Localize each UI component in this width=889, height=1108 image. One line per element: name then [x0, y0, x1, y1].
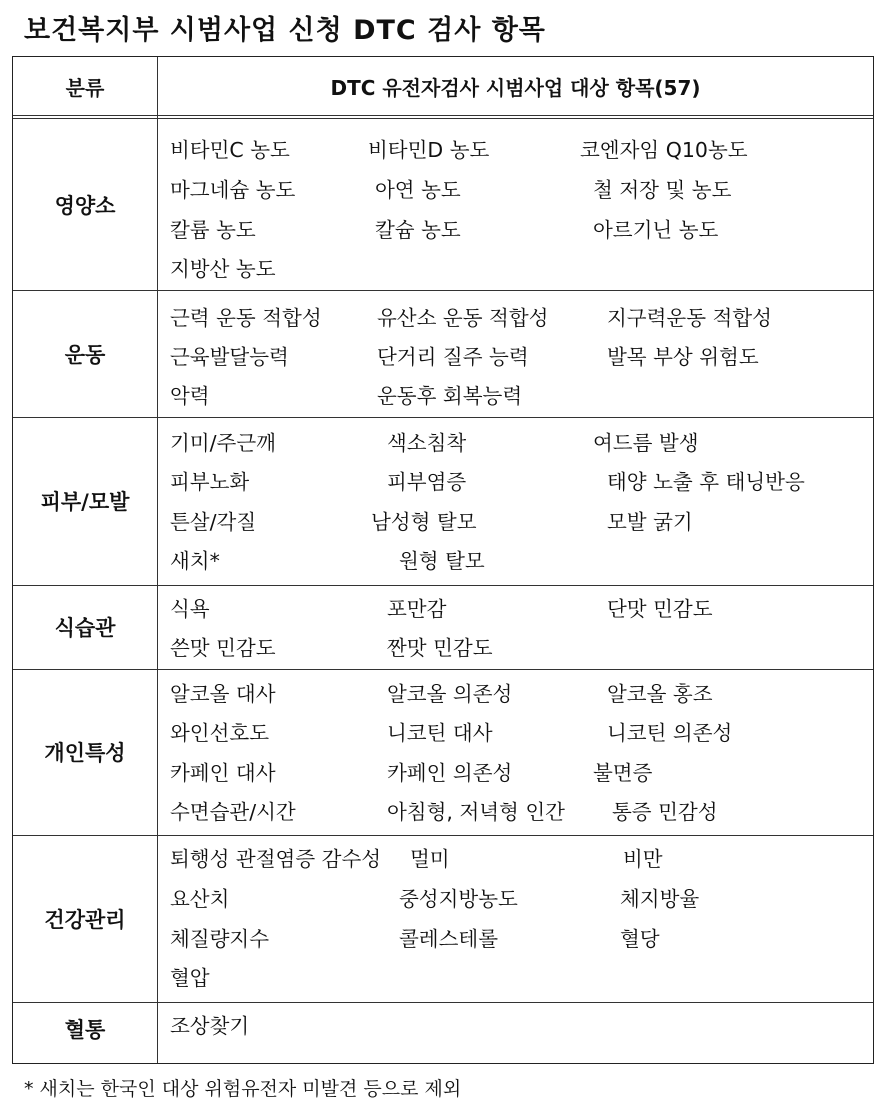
column-divider	[157, 57, 158, 1063]
item: 비타민C 농도	[170, 138, 290, 162]
item: 통증 민감성	[612, 800, 718, 824]
category-eating-habits: 식습관	[54, 616, 116, 640]
page-title: 보건복지부 시범사업 신청 DTC 검사 항목	[24, 15, 546, 46]
item: 튼살/각질	[170, 510, 257, 534]
item: 지방산 농도	[170, 257, 276, 281]
item: 알코올 의존성	[387, 682, 513, 706]
category-personal-traits: 개인특성	[44, 741, 126, 765]
item: 유산소 운동 적합성	[377, 306, 549, 330]
item: 알코올 대사	[170, 682, 276, 706]
item: 칼륨 농도	[170, 218, 256, 242]
item: 멀미	[410, 847, 450, 871]
category-nutrition: 영양소	[54, 193, 116, 218]
item: 불면증	[593, 761, 653, 785]
category-skin-hair: 피부/모발	[40, 490, 130, 514]
item: 비타민D 농도	[368, 138, 490, 162]
item: 퇴행성 관절염증 감수성	[170, 847, 382, 871]
item: 피부염증	[387, 470, 467, 494]
item: 니코틴 의존성	[607, 721, 733, 745]
item: 기미/주근깨	[170, 431, 276, 455]
item: 악력	[170, 384, 210, 408]
header-items: DTC 유전자검사 시범사업 대상 항목(57)	[330, 75, 701, 100]
item: 조상찾기	[170, 1014, 250, 1038]
item: 원형 탈모	[399, 549, 485, 573]
item: 발목 부상 위험도	[607, 345, 759, 369]
item: 혈압	[170, 966, 210, 990]
category-ancestry: 혈통	[64, 1018, 106, 1042]
item: 태양 노출 후 태닝반응	[607, 470, 805, 494]
item: 칼슘 농도	[375, 218, 461, 242]
item: 근력 운동 적합성	[170, 306, 322, 330]
item: 남성형 탈모	[371, 510, 477, 534]
item: 단맛 민감도	[607, 597, 713, 621]
item: 철 저장 및 농도	[593, 178, 732, 202]
item: 근육발달능력	[170, 345, 289, 369]
item: 운동후 회복능력	[377, 384, 523, 408]
item: 와인선호도	[170, 721, 270, 745]
item: 포만감	[387, 597, 447, 621]
item: 아연 농도	[375, 178, 461, 202]
item: 지구력운동 적합성	[607, 306, 772, 330]
footnote: * 새치는 한국인 대상 위험유전자 미발견 등으로 제외	[24, 1078, 462, 1100]
item: 혈당	[620, 927, 660, 951]
item: 체질량지수	[170, 927, 270, 951]
item: 색소침착	[387, 431, 467, 455]
item: 아르기닌 농도	[593, 218, 719, 242]
item: 피부노화	[170, 470, 250, 494]
item: 짠맛 민감도	[387, 636, 493, 660]
item: 카페인 대사	[170, 761, 276, 785]
item: 중성지방농도	[399, 887, 518, 911]
item: 콜레스테롤	[399, 927, 499, 951]
item: 단거리 질주 능력	[377, 345, 529, 369]
item: 새치*	[170, 549, 220, 573]
item: 카페인 의존성	[387, 761, 513, 785]
item: 코엔자임 Q10농도	[580, 138, 748, 162]
item: 식욕	[170, 597, 210, 621]
item: 아침형, 저녁형 인간	[387, 800, 565, 824]
item: 요산치	[170, 887, 230, 911]
category-exercise: 운동	[64, 342, 106, 367]
dtc-items-table	[12, 56, 874, 1064]
item: 체지방율	[620, 887, 700, 911]
item: 수면습관/시간	[170, 800, 296, 824]
item: 비만	[623, 847, 663, 871]
category-health-management: 건강관리	[44, 907, 126, 932]
item: 니코틴 대사	[387, 721, 493, 745]
item: 마그네슘 농도	[170, 178, 296, 202]
item: 모발 굵기	[607, 510, 693, 534]
item: 알코올 홍조	[607, 682, 713, 706]
header-category: 분류	[65, 75, 105, 100]
item: 쓴맛 민감도	[170, 636, 276, 660]
item: 여드름 발생	[593, 431, 699, 455]
